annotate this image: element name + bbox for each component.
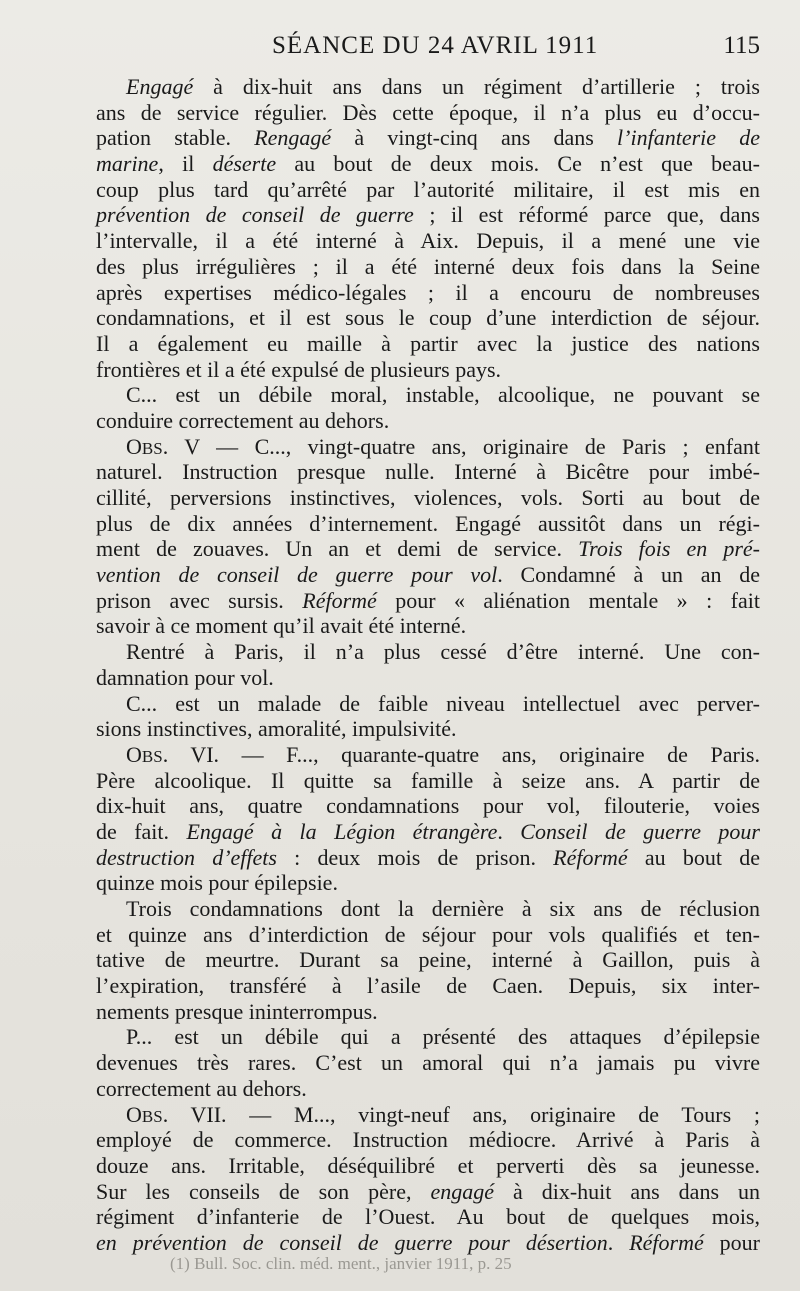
text-line: condamnations, et il est sous le coup d’une interdiction de séjour. (96, 305, 760, 331)
running-title: SÉANCE DU 24 AVRIL 1911 (272, 32, 599, 59)
body-text (96, 74, 760, 1256)
text-line: en prévention de conseil de guerre pour désertion. Réformé pour (96, 1229, 761, 1255)
text-line: Père alcoolique. Il quitte sa famille à seize ans. A partir de (96, 767, 760, 793)
text-line: marine, il déserte au bout de deux mois. Ce n’est que beau- (96, 151, 761, 177)
text-line: savoir à ce moment qu’il avait été interné. (96, 613, 467, 639)
text-line: prévention de conseil de guerre ; il est réformé parce que, dans (96, 202, 760, 228)
text-line: C... est un malade de faible niveau intellectuel avec perver- (126, 690, 760, 716)
text-line: tative de meurtre. Durant sa peine, interné à Gaillon, puis à (96, 947, 760, 973)
text-line: régiment d’infanterie de l’Ouest. Au bout de quelques mois, (96, 1204, 760, 1230)
text-line: OBS. V — C..., vingt-quatre ans, originaire de Paris ; enfant (126, 433, 760, 459)
text-line: coup plus tard qu’arrêté par l’autorité militaire, il est mis en (96, 176, 760, 202)
text-line: pation stable. Rengagé à vingt-cinq ans dans l’infanterie de (96, 125, 760, 151)
text-line: Engagé à dix-huit ans dans un régiment d’artillerie ; trois (126, 74, 760, 99)
text-line: de fait. Engagé à la Légion étrangère. Conseil de guerre pour (96, 818, 760, 844)
text-line: ans de service régulier. Dès cette époque, il n’a plus eu d’occu- (96, 99, 760, 125)
text-line: Il a également eu maille à partir avec la justice des nations (96, 330, 760, 356)
text-line: devenues très rares. C’est un amoral qui n’a jamais pu vivre (96, 1050, 760, 1076)
text-line: et quinze ans d’interdiction de séjour pour vols qualifiés et ten- (96, 921, 760, 947)
text-line: correctement au dehors. (96, 1075, 307, 1101)
running-header (0, 32, 800, 66)
text-line: C... est un débile moral, instable, alcoolique, ne pouvant se (126, 382, 760, 408)
text-line: Rentré à Paris, il n’a plus cessé d’être interné. Une con- (126, 639, 760, 665)
text-line: OBS. VII. — M..., vingt-neuf ans, originaire de Tours ; (126, 1101, 760, 1127)
text-line: Trois condamnations dont la dernière à six ans de réclusion (126, 896, 760, 921)
text-line: frontières et il a été expulsé de plusieurs pays. (96, 356, 502, 382)
text-line: sions instinctives, amoralité, impulsivité. (96, 716, 457, 742)
text-line: employé de commerce. Instruction médiocre. Arrivé à Paris à (96, 1127, 760, 1153)
page-number: 115 (723, 32, 760, 59)
text-line: Sur les conseils de son père, engagé à dix-huit ans dans un (96, 1178, 760, 1204)
text-line: prison avec sursis. Réformé pour « aliénation mentale » : fait (96, 587, 760, 613)
text-line: naturel. Instruction presque nulle. Interné à Bicêtre pour imbé- (96, 459, 760, 485)
text-line: des plus irrégulières ; il a été interné deux fois dans la Seine (96, 253, 760, 279)
text-line: damnation pour vol. (96, 664, 274, 690)
text-line: dix-huit ans, quatre condamnations pour vol, filouterie, voies (96, 793, 760, 819)
text-line: quinze mois pour épilepsie. (96, 870, 338, 896)
text-line: P... est un débile qui a présenté des attaques d’épilepsie (126, 1024, 760, 1050)
text-line: cillité, perversions instinctives, violences, vols. Sorti au bout de (96, 485, 760, 510)
text-line: l’intervalle, il a été interné à Aix. Depuis, il a mené une vie (96, 228, 760, 254)
text-line: OBS. VI. — F..., quarante-quatre ans, originaire de Paris. (126, 741, 760, 767)
text-line: conduire correctement au dehors. (96, 407, 390, 433)
text-line: douze ans. Irritable, déséquilibré et perverti dès sa jeunesse. (96, 1152, 760, 1178)
text-line: l’expiration, transféré à l’asile de Caen. Depuis, six inter- (96, 973, 760, 999)
text-line: destruction d’effets : deux mois de prison. Réformé au bout de (96, 844, 760, 870)
text-line: vention de conseil de guerre pour vol. Condamné à un an de (96, 562, 761, 588)
text-line: ment de zouaves. Un an et demi de service. Trois fois en pré- (96, 536, 760, 562)
footnote-bleed-through: (1) Bull. Soc. clin. méd. ment., janvier 1911, p. 25 (170, 1254, 512, 1273)
text-line: après expertises médico-légales ; il a encouru de nombreuses (96, 279, 760, 305)
text-line: plus de dix années d’internement. Engagé aussitôt dans un régi- (96, 510, 760, 536)
text-line: nements presque ininterrompus. (96, 998, 378, 1024)
